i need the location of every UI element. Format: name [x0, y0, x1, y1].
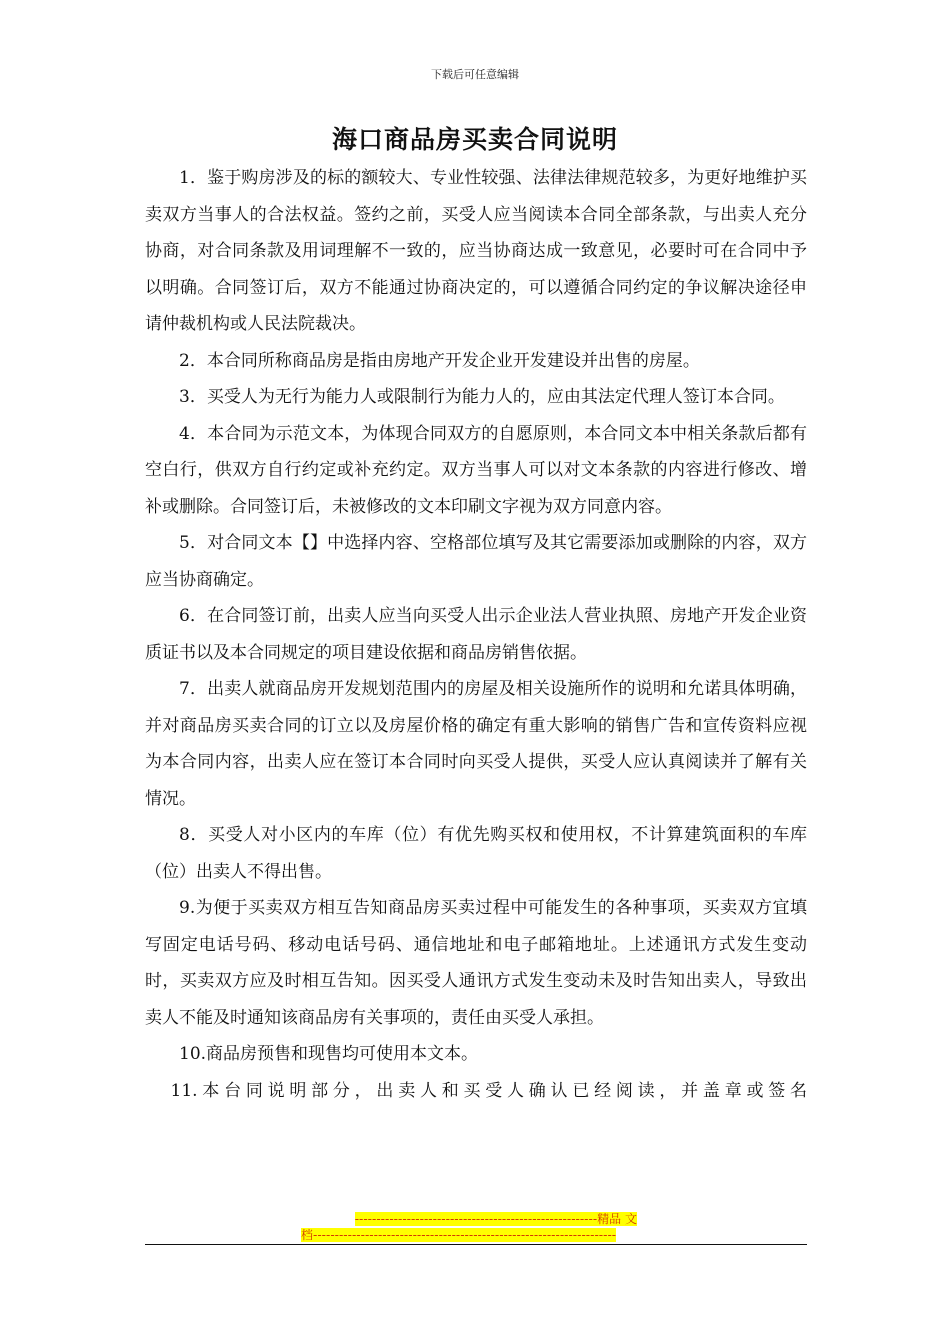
paragraph-8: 8．买受人对小区内的车库（位）有优先购买权和使用权，不计算建筑面积的车库（位）出卖人不得出售。 [145, 825, 807, 882]
paragraph-10: 10.商品房预售和现售均可使用本文本。 [179, 1044, 479, 1064]
paragraph-2: 2．本合同所称商品房是指由房地产开发企业开发建设并出售的房屋。 [179, 350, 700, 371]
footer-line-1: --------------------------------------------------------精品 文 [354, 1212, 637, 1226]
paragraph-6: 6．在合同签订前，出卖人应当向买受人出示企业法人营业执照、房地产开发企业资质证书以及本合同规定的项目建设依据和商品房销售依据。 [145, 606, 807, 663]
paragraph-9: 9.为便于买卖双方相互告知商品房买卖过程中可能发生的各种事项，买卖双方宜填写固定电话号码、移动电话号码、通信地址和电子邮箱地址。上述通讯方式发生变动时，买卖双方应及时相互告知。因买受人通讯方式发生变动未及时告知出卖人，导致出卖人不能及时通知该商品房有关事项的，责任由买受人承担。 [145, 898, 807, 1028]
paragraph-1: 1．鉴于购房涉及的标的额较大、专业性较强、法律法律规范较多，为更好地维护买卖双方当事人的合法权益。签约之前，买受人应当阅读本合同全部条款，与出卖人充分协商，对合同条款及用词理解不一致的，应当协商达成一致意见，必要时可在合同中予以明确。合同签订后，双方不能通过协商决定的，可以遵循合同约定的争议解决途径申请仲裁机构或人民法院裁决。 [145, 168, 807, 334]
footer-divider [145, 1244, 807, 1245]
page-header-note: 下载后可任意编辑 [431, 68, 519, 81]
paragraph-3: 3．买受人为无行为能力人或限制行为能力人的，应由其法定代理人签订本合同。 [179, 387, 785, 407]
document-body [145, 160, 807, 1109]
paragraph-11: 11.本台同说明部分，出卖人和买受人确认已经阅读，并盖章或签名 [170, 1080, 807, 1101]
document-title: 海口商品房买卖合同说明 [331, 125, 618, 154]
paragraph-5: 5．对合同文本【】中选择内容、空格部位填写及其它需要添加或删除的内容，双方应当协商确定。 [145, 533, 807, 590]
footer-line-2: 档---------------------------------------------------------------------- [301, 1228, 617, 1242]
paragraph-7: 7．出卖人就商品房开发规划范围内的房屋及相关设施所作的说明和允诺具体明确，并对商品房买卖合同的订立以及房屋价格的确定有重大影响的销售广告和宣传资料应视为本合同内容，出卖人应在签订本合同时向买受人提供，买受人应认真阅读并了解有关情况。 [145, 679, 807, 809]
footer-watermark [301, 1211, 651, 1243]
paragraph-4: 4．本合同为示范文本，为体现合同双方的自愿原则，本合同文本中相关条款后都有空白行，供双方自行约定或补充约定。双方当事人可以对文本条款的内容进行修改、增补或删除。合同签订后，未被修改的文本印刷文字视为双方同意内容。 [145, 423, 807, 517]
